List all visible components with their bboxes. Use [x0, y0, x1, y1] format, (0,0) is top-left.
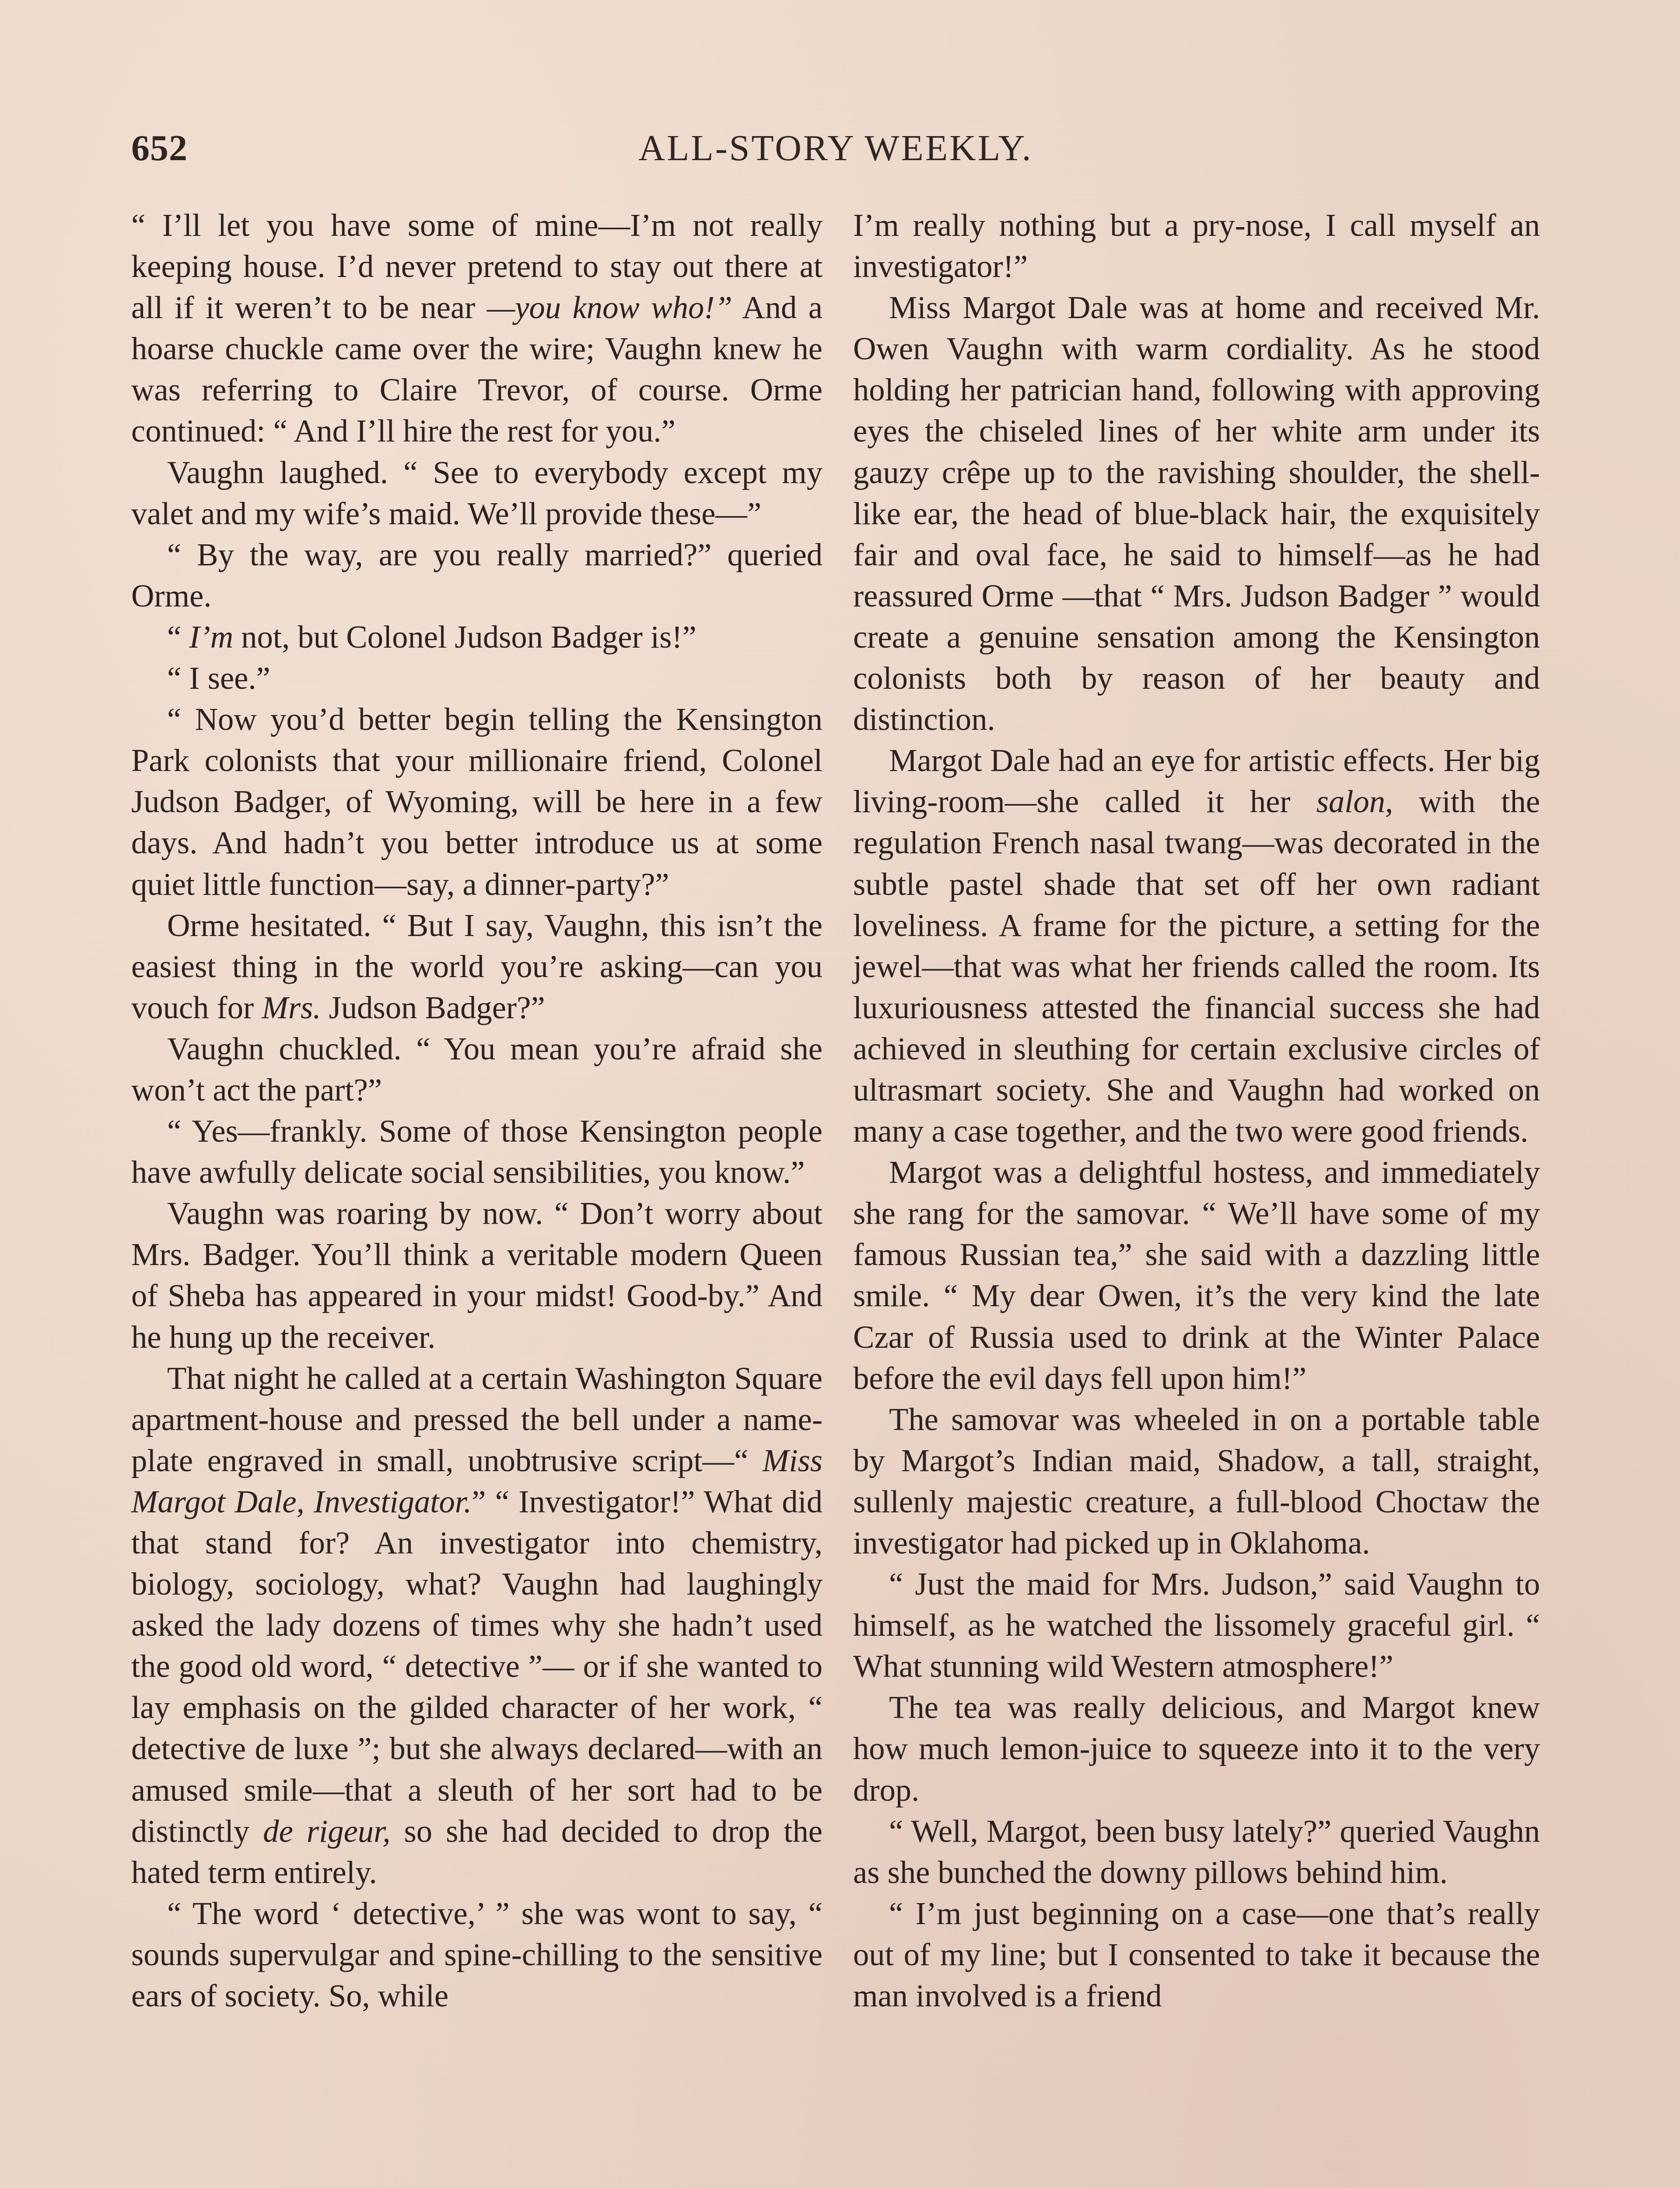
paragraph: That night he called at a certain Washington Square apartment-house and pressed the bell under a name-plate engraved in small, unobtrusive script—“ Miss Margot Dale, Investigator.” “ Investigator!” What did that stand for? An investigator into chemistry, biology, sociology, what? Vaughn had laughingly asked the lady dozens of times why she hadn’t used the good old word, “ detective ”— or if she wanted to lay emphasis on the gilded character of her work, “ detective de luxe ”; but she always declared—with an amused smile—that a sleuth of her sort had to be distinctly de rigeur, so she had decided to drop the hated term entirely. [131, 1360, 822, 1890]
paragraph: Margot Dale had an eye for artistic effects. Her big living-room—she called it her salon, with the regulation French nasal twang—was decorated in the subtle pastel shade that set off her own radiant loveliness. A frame for the picture, a setting for the jewel—that was what her friends called the room. Its luxuriousness attested the financial success she had achieved in sleuthing for certain exclusive circles of ultrasmart society. She and Vaughn had worked on many a case together, and the two were good friends. [853, 743, 1540, 1149]
left-column [131, 205, 822, 2016]
paragraph: “ I’ll let you have some of mine—I’m not really keeping house. I’d never pretend to stay out there at all if it weren’t to be near —you know who!” And a hoarse chuckle came over the wire; Vaughn knew he was referring to Claire Trevor, of course. Orme continued: “ And I’ll hire the rest for you.” [131, 207, 823, 449]
paragraph: Vaughn chuckled. “ You mean you’re afraid she won’t act the part?” [131, 1031, 822, 1108]
paragraph: “ Just the maid for Mrs. Judson,” said Vaughn to himself, as he watched the lissomely graceful girl. “ What stunning wild Western atmosphere!” [853, 1566, 1540, 1684]
right-column [853, 205, 1540, 2016]
paragraph: “ I see.” [167, 660, 270, 696]
paragraph: The samovar was wheeled in on a portable table by Margot’s Indian maid, Shadow, a tall, straight, sullenly majestic creature, a full-blood Choctaw the investigator had picked up in Oklahoma. [853, 1401, 1540, 1560]
page-header [131, 127, 1540, 184]
paragraph: Margot was a delightful hostess, and immediately she rang for the samovar. “ We’ll have some of my famous Russian tea,” she said with a dazzling little smile. “ My dear Owen, it’s the very kind the late Czar of Russia used to drink at the Winter Palace before the evil days fell upon him!” [853, 1154, 1540, 1396]
paragraph: I’m really nothing but a pry-nose, I call myself an investigator!” [853, 207, 1540, 284]
paragraph: Orme hesitated. “ But I say, Vaughn, this isn’t the easiest thing in the world you’re asking—can you vouch for Mrs. Judson Badger?” [131, 907, 822, 1025]
paragraph: The tea was really delicious, and Margot knew how much lemon-juice to squeeze into it to the very drop. [853, 1690, 1540, 1808]
paragraph: “ Well, Margot, been busy lately?” queried Vaughn as she bunched the downy pillows behind him. [853, 1813, 1540, 1890]
running-title: ALL-STORY WEEKLY. [638, 128, 1033, 168]
page-number: 652 [131, 128, 188, 168]
paragraph: “ I’m not, but Colonel Judson Badger is!” [167, 619, 696, 655]
paragraph: Vaughn was roaring by now. “ Don’t worry about Mrs. Badger. You’ll think a veritable modern Queen of Sheba has appeared in your midst! Good-by.” And he hung up the receiver. [131, 1196, 822, 1355]
paragraph: “ Now you’d better begin telling the Kensington Park colonists that your millionaire friend, Colonel Judson Badger, of Wyoming, will be here in a few days. And hadn’t you better introduce us at some quiet little function—say, a dinner-party?” [131, 701, 822, 902]
paragraph: Vaughn laughed. “ See to everybody except my valet and my wife’s maid. We’ll provide these—” [131, 454, 822, 531]
paragraph: “ By the way, are you really married?” queried Orme. [131, 536, 822, 614]
paragraph: Miss Margot Dale was at home and received Mr. Owen Vaughn with warm cordiality. As he stood holding her patrician hand, following with approving eyes the chiseled lines of her white arm under its gauzy crêpe up to the ravishing shoulder, the shell-like ear, the head of blue-black hair, the exquisitely fair and oval face, he said to himself—as he had reassured Orme —that “ Mrs. Judson Badger ” would create a genuine sensation among the Kensington colonists both by reason of her beauty and distinction. [853, 290, 1540, 737]
paragraph: “ The word ‘ detective,’ ” she was wont to say, “ sounds supervulgar and spine-chilling to the sensitive ears of society. So, while [131, 1895, 822, 2014]
paragraph: “ Yes—frankly. Some of those Kensington people have awfully delicate social sensibilities, you know.” [131, 1113, 822, 1190]
paragraph: “ I’m just beginning on a case—one that’s really out of my line; but I consented to take it because the man involved is a friend [853, 1895, 1540, 2014]
